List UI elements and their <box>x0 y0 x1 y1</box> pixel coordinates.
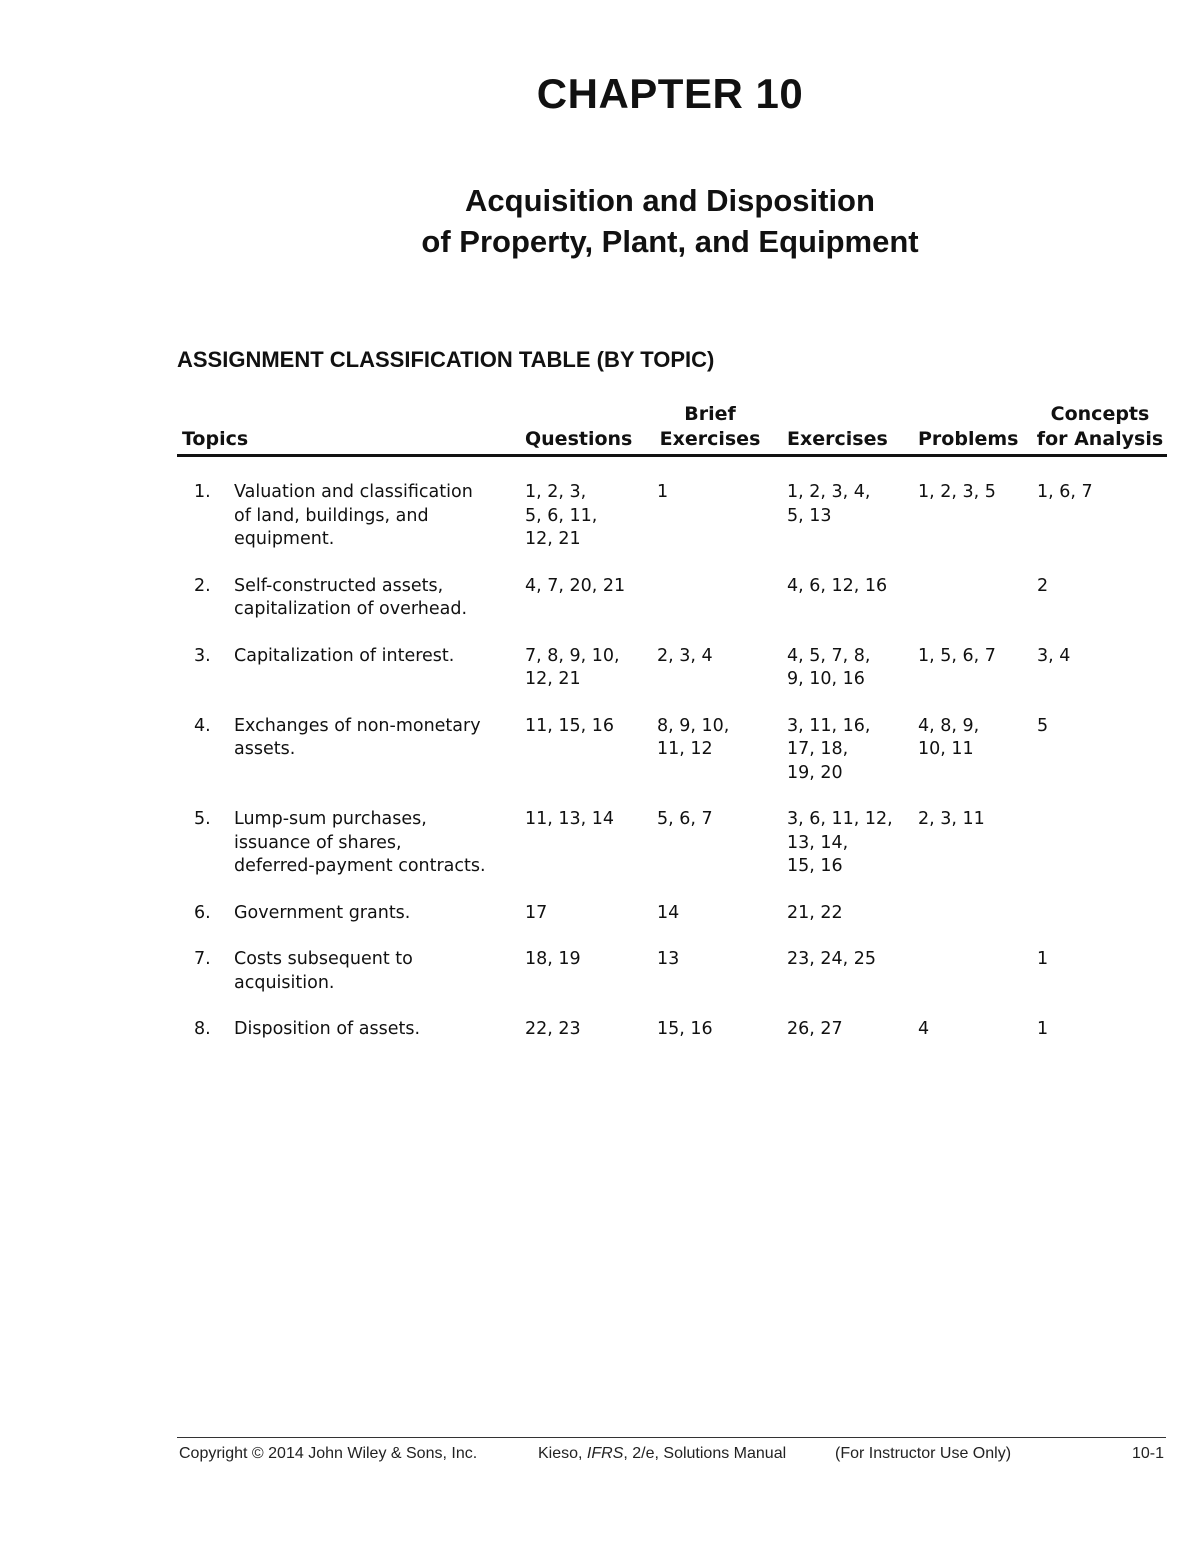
table-row <box>177 808 1167 879</box>
row-exercises: 26, 27 <box>787 1019 843 1039</box>
row-concepts: 3, 4 <box>1037 645 1071 666</box>
row-number <box>177 575 234 622</box>
row-questions: 18, 19 <box>525 949 581 969</box>
row-topic: Lump-sum purchases, issuance of shares, deferred-payment contracts. <box>234 809 486 876</box>
table-row <box>177 575 1167 622</box>
row-exercises: 4, 6, 12, 16 <box>787 575 888 596</box>
row-number-label: 5. <box>194 809 211 829</box>
row-topic: Self-constructed assets, capitalization of overhead. <box>234 575 468 619</box>
row-concepts <box>1037 902 1167 926</box>
header-concepts <box>1035 402 1165 452</box>
subtitle-line-2: of Property, Plant, and Equipment <box>421 224 919 259</box>
table-row <box>177 1018 1167 1042</box>
footer-page-number: 10-1 <box>1131 1445 1164 1462</box>
row-number-label: 8. <box>194 1019 211 1039</box>
row-problems <box>918 902 1037 926</box>
subtitle-line-1: Acquisition and Disposition <box>465 183 875 218</box>
header-problems: Problems <box>918 428 1019 450</box>
assignment-classification-table <box>177 400 1167 1065</box>
row-brief-exercises: 1 <box>657 482 669 502</box>
row-exercises: 1, 2, 3, 4, 5, 13 <box>787 482 871 526</box>
table-row <box>177 902 1167 926</box>
row-questions: 4, 7, 20, 21 <box>525 575 626 596</box>
table-body <box>177 481 1167 1042</box>
row-questions: 11, 15, 16 <box>525 715 615 736</box>
row-questions: 7, 8, 9, 10, 12, 21 <box>525 645 620 689</box>
row-topic: Valuation and classification of land, buildings, and equipment. <box>234 482 473 549</box>
row-problems <box>918 575 1037 622</box>
table-header <box>177 400 1167 457</box>
page-footer <box>177 1437 1166 1468</box>
row-brief-exercises <box>657 575 787 622</box>
row-exercises: 3, 6, 11, 12, 13, 14, 15, 16 <box>787 809 893 876</box>
header-questions: Questions <box>525 428 633 450</box>
row-concepts: 1 <box>1037 949 1049 969</box>
header-concepts-line1: Concepts <box>1050 403 1150 425</box>
row-concepts: 2 <box>1037 575 1049 596</box>
header-exercises: Exercises <box>787 428 888 450</box>
row-number-label: 2. <box>194 575 211 596</box>
footer-book-title: IFRS <box>586 1445 624 1462</box>
row-number-label: 1. <box>194 482 211 502</box>
row-exercises: 21, 22 <box>787 902 843 923</box>
row-problems: 2, 3, 11 <box>918 809 985 829</box>
header-brief-exercises <box>657 402 763 452</box>
row-concepts: 1, 6, 7 <box>1037 482 1093 502</box>
table-row <box>177 481 1167 552</box>
row-topic: Capitalization of interest. <box>234 645 455 666</box>
row-topic: Costs subsequent to acquisition. <box>234 949 413 993</box>
row-topic: Disposition of assets. <box>234 1019 421 1039</box>
header-concepts-line2: for Analysis <box>1036 428 1164 450</box>
header-brief-exercises-line2: Exercises <box>659 428 761 450</box>
row-brief-exercises: 13 <box>657 949 680 969</box>
row-problems: 1, 2, 3, 5 <box>918 482 996 502</box>
footer-book-reference <box>538 1445 786 1463</box>
row-problems: 4 <box>918 1019 930 1039</box>
row-number-label: 4. <box>194 715 211 736</box>
row-concepts: 1 <box>1037 1019 1049 1039</box>
row-topic: Exchanges of non-monetary assets. <box>234 715 481 759</box>
chapter-subtitle <box>0 180 1200 262</box>
row-exercises: 4, 5, 7, 8, 9, 10, 16 <box>787 645 871 689</box>
row-number-label: 7. <box>194 949 211 969</box>
row-problems <box>918 948 1037 995</box>
row-brief-exercises: 5, 6, 7 <box>657 809 713 829</box>
section-heading: ASSIGNMENT CLASSIFICATION TABLE (BY TOPIC) <box>177 347 715 372</box>
row-number <box>177 948 234 995</box>
footer-author: Kieso, <box>538 1445 587 1462</box>
row-number <box>177 481 234 552</box>
row-questions: 1, 2, 3, 5, 6, 11, 12, 21 <box>525 482 598 549</box>
footer-edition-manual: , 2/e, Solutions Manual <box>623 1445 787 1462</box>
row-concepts <box>1037 808 1167 879</box>
header-brief-exercises-line1: Brief <box>684 403 736 425</box>
row-number-label: 6. <box>194 902 211 923</box>
chapter-title: CHAPTER 10 <box>536 70 804 117</box>
row-brief-exercises: 2, 3, 4 <box>657 645 713 666</box>
row-number <box>177 715 234 786</box>
row-number <box>177 645 234 692</box>
row-brief-exercises: 14 <box>657 902 680 923</box>
row-concepts: 5 <box>1037 715 1049 736</box>
row-exercises: 23, 24, 25 <box>787 949 877 969</box>
row-problems: 1, 5, 6, 7 <box>918 645 996 666</box>
row-topic: Government grants. <box>234 902 411 923</box>
row-questions: 17 <box>525 902 548 923</box>
row-exercises: 3, 11, 16, 17, 18, 19, 20 <box>787 715 871 783</box>
row-brief-exercises: 8, 9, 10, 11, 12 <box>657 715 730 759</box>
table-row <box>177 645 1167 692</box>
row-problems: 4, 8, 9, 10, 11 <box>918 715 980 759</box>
row-number <box>177 1018 234 1042</box>
table-row <box>177 715 1167 786</box>
footer-usage-note: (For Instructor Use Only) <box>835 1445 1012 1462</box>
row-number-label: 3. <box>194 645 211 666</box>
row-brief-exercises: 15, 16 <box>657 1019 713 1039</box>
row-number <box>177 808 234 879</box>
header-topics: Topics <box>182 428 249 450</box>
row-number <box>177 902 234 926</box>
row-questions: 22, 23 <box>525 1019 581 1039</box>
footer-copyright: Copyright © 2014 John Wiley & Sons, Inc. <box>179 1445 478 1462</box>
row-questions: 11, 13, 14 <box>525 809 615 829</box>
table-row <box>177 948 1167 995</box>
